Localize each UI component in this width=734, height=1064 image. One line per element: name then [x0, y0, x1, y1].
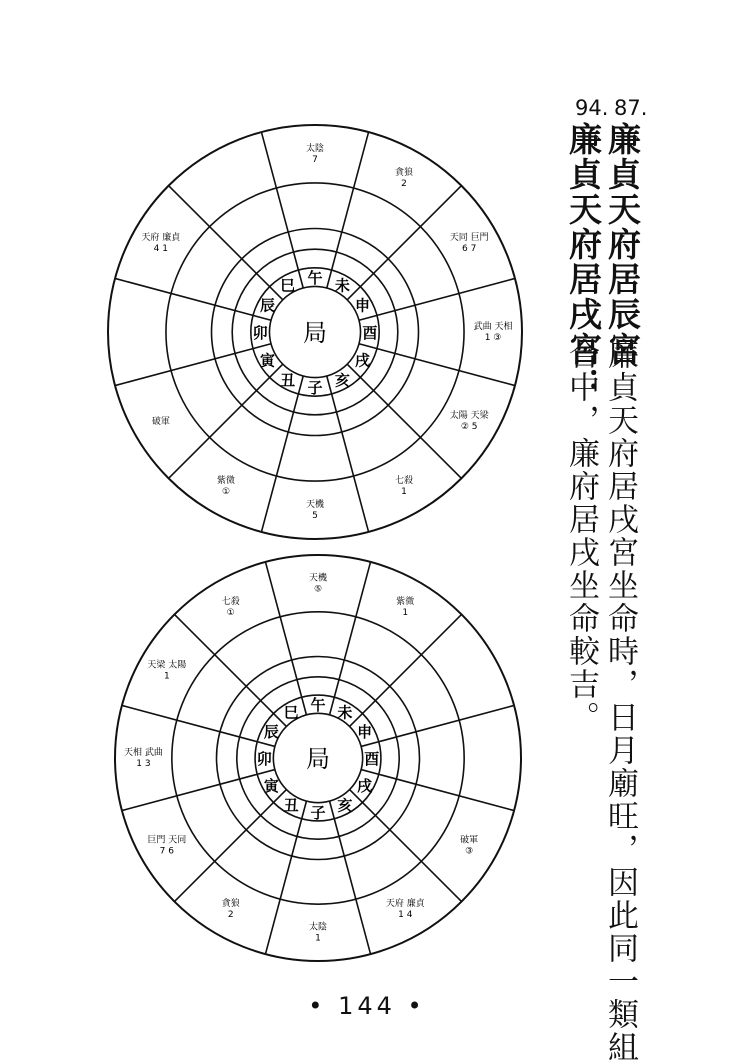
section-94-heading: 廉貞天府居戌宮： — [564, 122, 603, 402]
chart-1-branch-zi: 子 — [307, 378, 323, 397]
chart-1-stars-yin-line: 破軍 — [151, 417, 170, 428]
chart-1-stars-wei-line: 2 — [401, 178, 407, 189]
chart-2-stars-si-line: ① — [226, 607, 235, 618]
chart-1-stars-wei — [395, 166, 413, 189]
chart-2-stars-mao — [124, 746, 163, 769]
chart-2-branch-si: 巳 — [283, 703, 299, 722]
chart-2-stars-chen — [147, 659, 186, 682]
chart-1-branch-wei: 未 — [334, 276, 350, 295]
section-87-number: 87. — [614, 96, 648, 120]
chart-1-divider — [169, 186, 283, 300]
chart-1 — [108, 125, 522, 539]
chart-2-branch-zi: 子 — [310, 803, 326, 822]
chart-2-stars-xu — [460, 833, 478, 856]
chart-1-stars-wei-line: 貪狼 — [395, 167, 414, 178]
chart-2-stars-wei-line: 1 — [402, 607, 409, 618]
chart-1-stars-chou — [217, 474, 235, 497]
chart-2-stars-mao-line: 1 3 — [136, 759, 151, 769]
chart-1-stars-zi-line: 5 — [312, 511, 318, 522]
chart-1-branch-hai: 亥 — [334, 371, 350, 390]
chart-2-divider — [174, 790, 286, 902]
chart-1-center-label: 局 — [303, 319, 327, 347]
chart-2-stars-yin — [147, 834, 186, 856]
chart-2-stars-zi-line: 太陰 — [308, 922, 328, 933]
chart-1-stars-xu — [450, 409, 490, 432]
chart-2-branch-hai: 亥 — [337, 796, 353, 815]
chart-1-stars-hai-line: 七殺 — [395, 476, 414, 487]
chart-1-stars-shen-line: 天同 巨門 — [449, 232, 489, 243]
chart-2-stars-hai-line: 天府 廉貞 — [385, 899, 425, 910]
chart-1-divider — [169, 364, 283, 478]
chart-2-stars-hai-line: 1 4 — [398, 910, 413, 921]
chart-1-branch-shen: 申 — [354, 296, 371, 315]
chart-1-branch-wu: 午 — [307, 269, 323, 288]
chart-1-stars-hai-line: 1 — [401, 487, 407, 498]
chart-1-branch-mao: 卯 — [252, 324, 268, 342]
chart-1-stars-shen-line: 6 7 — [462, 243, 477, 254]
chart-1-stars-chou-line: 紫微 — [216, 476, 235, 487]
chart-1-stars-xu-line: 太陽 天梁 — [449, 411, 489, 422]
chart-1-stars-wu-line: 7 — [312, 154, 318, 165]
chart-1-stars-shen — [450, 232, 489, 254]
chart-2-stars-xu-line: ③ — [465, 846, 474, 857]
chart-2-stars-hai — [386, 897, 426, 920]
chart-1-branch-chen: 辰 — [259, 296, 276, 315]
chart-2-divider — [350, 790, 462, 902]
chart-1-stars-you — [474, 320, 513, 343]
chart-2-stars-wei-line: 紫微 — [396, 596, 415, 607]
page-number: • 144 • — [308, 992, 426, 1020]
section-87-heading: 廉貞天府居辰宮 — [603, 122, 642, 367]
chart-1-stars-chen-line: 4 1 — [153, 243, 168, 254]
chart-2-center-label: 局 — [306, 745, 330, 773]
chart-2-branch-chou: 丑 — [283, 796, 299, 815]
chart-1-stars-chou-line: ① — [221, 487, 231, 498]
chart-1-stars-wu-line: 太陰 — [305, 143, 325, 154]
chart-1-branch-xu: 戌 — [354, 351, 371, 370]
chart-2-divider — [350, 614, 462, 726]
chart-2-stars-wu-line: 天機 — [308, 573, 328, 584]
chart-2-stars-yin-line: 7 6 — [159, 846, 174, 857]
chart-1-stars-hai — [395, 474, 413, 497]
chart-2-branch-wei: 未 — [337, 703, 353, 722]
chart-2-stars-chen-line: 1 — [163, 671, 170, 682]
chart-2-stars-mao-line: 天相 武曲 — [123, 748, 163, 758]
chart-2-stars-xu-line: 破軍 — [460, 835, 479, 846]
chart-2-stars-chou-line: 貪狼 — [221, 899, 240, 910]
chart-1-stars-you-line: 1 ③ — [484, 333, 502, 343]
chart-2-stars-chen-line: 天梁 太陽 — [147, 660, 187, 671]
chart-2-branch-xu: 戌 — [357, 776, 373, 795]
chart-1-divider — [347, 364, 461, 478]
chart-2-branch-chen: 辰 — [263, 723, 279, 742]
chart-2-divider — [174, 614, 286, 726]
chart-2-branch-yin: 寅 — [263, 776, 279, 795]
chart-1-branch-chou: 丑 — [280, 371, 296, 390]
chart-1-stars-chen-line: 天府 廉貞 — [141, 232, 181, 243]
chart-1-stars-wu — [306, 142, 324, 165]
chart-1-branch-si: 巳 — [280, 276, 296, 295]
chart-2 — [115, 555, 521, 961]
chart-1-stars-xu-line: ② 5 — [460, 422, 478, 433]
chart-1-divider — [347, 186, 461, 300]
chart-2-stars-si — [222, 595, 240, 618]
chart-2-branch-wu: 午 — [310, 696, 326, 715]
chart-2-stars-wei — [396, 595, 414, 618]
chart-2-branch-you: 酉 — [364, 750, 380, 768]
chart-1-branch-yin: 寅 — [259, 351, 276, 370]
chart-2-stars-si-line: 七殺 — [221, 596, 240, 607]
chart-2-branch-shen: 申 — [357, 723, 373, 742]
chart-2-branch-mao: 卯 — [256, 750, 272, 768]
chart-1-stars-yin — [152, 415, 170, 427]
section-94-number: 94. — [575, 96, 609, 120]
chart-2-stars-yin-line: 巨門 天同 — [147, 835, 187, 846]
chart-1-stars-zi-line: 天機 — [305, 500, 325, 511]
chart-1-stars-you-line: 武曲 天相 — [473, 322, 513, 332]
body-text-column-2: 合中，廉府居戌坐命較吉。 — [563, 338, 599, 734]
chart-1-stars-chen — [141, 231, 181, 254]
chart-1-stars-zi — [306, 498, 325, 521]
chart-2-stars-chou-line: 2 — [227, 910, 234, 921]
chart-2-stars-zi-line: 1 — [315, 933, 321, 944]
chart-2-stars-wu — [309, 571, 328, 594]
chart-1-branch-you: 酉 — [362, 324, 378, 342]
body-text-column-1: 廉貞天府居戌宮坐命時，日月廟旺，因此同一類組 — [602, 338, 638, 1064]
chart-2-stars-chou — [222, 897, 240, 920]
chart-2-stars-wu-line: ⑤ — [313, 584, 323, 595]
chart-2-stars-zi — [309, 921, 327, 944]
